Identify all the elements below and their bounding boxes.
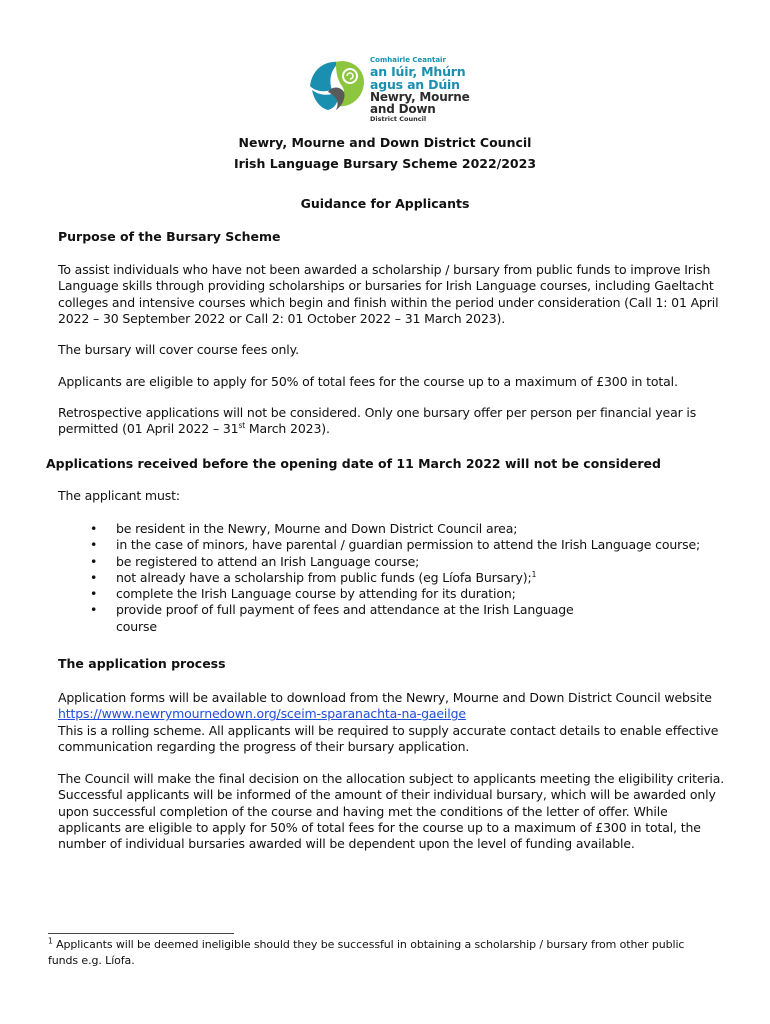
purpose-p4-line2: permitted (01 April 2022 – 31st March 2023). — [58, 421, 330, 437]
logo-small-top: Comhairle Ceantair — [370, 56, 446, 64]
council-emblem-icon — [306, 56, 368, 112]
purpose-p4-line1: Retrospective applications will not be considered. Only one bursary offer per person per financial year is — [58, 405, 697, 420]
process-p2-line: Successful applicants will be informed of the amount of their individual bursary, which will be awarded only — [58, 787, 716, 803]
purpose-p1-line: 2022 – 30 September 2022 or Call 2: 01 October 2022 – 31 March 2023). — [58, 310, 506, 326]
footnote — [48, 937, 728, 969]
process-p2-line: number of individual bursaries awarded will be dependent upon the level of funding available. — [58, 836, 635, 852]
process-paragraph-1 — [58, 690, 726, 755]
title-guidance: Guidance for Applicants — [300, 196, 470, 211]
process-p2-line: The Council will make the final decision on the allocation subject to applicants meeting the eligibility criteria. — [58, 771, 725, 786]
purpose-paragraph-4 — [58, 405, 726, 438]
purpose-p1-line: To assist individuals who have not been awarded a scholarship / bursary from public funds to improve Irish — [58, 262, 711, 277]
process-p2-line: upon successful completion of the course and having met the conditions of the letter of offer. While — [58, 803, 668, 819]
logo-english-line2: and Down — [370, 102, 436, 116]
footnote-line2: funds e.g. Líofa. — [48, 954, 135, 967]
logo-irish-line2: agus an Dúin — [370, 77, 460, 92]
list-item: • provide proof of full payment of fees and attendance at the Irish Language course — [88, 602, 700, 635]
applicant-must-intro: The applicant must: — [58, 488, 180, 503]
title-council: Newry, Mourne and Down District Council — [238, 135, 532, 150]
logo-english-line1: Newry, Mourne — [370, 90, 470, 104]
council-website-link[interactable]: https://www.newrymournedown.org/sceim-sparanachta-na-gaeilge — [58, 706, 466, 722]
heading-purpose: Purpose of the Bursary Scheme — [58, 229, 281, 244]
purpose-paragraph-3: Applicants are eligible to apply for 50% of total fees for the course up to a maximum of £300 in total. — [58, 374, 678, 389]
logo-small-bottom: District Council — [370, 115, 427, 123]
process-paragraph-2 — [58, 771, 726, 852]
title-scheme: Irish Language Bursary Scheme 2022/2023 — [233, 156, 537, 171]
process-p1-line4: communication regarding the progress of their bursary application. — [58, 738, 470, 754]
purpose-p1-line: colleges and intensive courses which begin and finish within the period under consideration (Call 1: 01 April — [58, 294, 719, 310]
footnote-reference[interactable]: 1 — [531, 569, 537, 579]
logo-irish-line1: an Iúir, Mhúrn — [370, 64, 466, 79]
process-p2-line: applicants are eligible to apply for 50% of total fees for the course up to a maximum of £300 in total, the — [58, 819, 701, 835]
footnote-divider — [48, 933, 234, 934]
purpose-paragraph-1 — [58, 262, 726, 327]
list-item: • not already have a scholarship from public funds (eg Líofa Bursary);$^1$ — [88, 570, 700, 586]
heading-application-process: The application process — [58, 656, 226, 671]
footnote-line1: Applicants will be deemed ineligible should they be successful in obtaining a scholarship / bursary from other public — [52, 938, 685, 951]
footnote-marker: 1 — [48, 936, 53, 946]
process-p1-line3: This is a rolling scheme. All applicants will be required to supply accurate contact details to enable effective — [58, 722, 719, 738]
council-logo — [306, 56, 470, 128]
list-item: • complete the Irish Language course by attending for its duration; — [88, 586, 700, 602]
opening-date-notice: Applications received before the opening date of 11 March 2022 will not be considered — [46, 456, 661, 471]
process-p1-line1: Application forms will be available to download from the Newry, Mourne and Down District Council website — [58, 690, 712, 705]
list-item: • be resident in the Newry, Mourne and Down District Council area; — [88, 521, 700, 537]
logo-wordmark — [370, 56, 470, 123]
purpose-paragraph-2: The bursary will cover course fees only. — [58, 342, 299, 357]
requirements-list — [88, 521, 700, 635]
list-item: • be registered to attend an Irish Language course; — [88, 554, 700, 570]
list-item: • in the case of minors, have parental / guardian permission to attend the Irish Language course; — [88, 537, 700, 553]
purpose-p1-line: Language skills through providing scholarships or bursaries for Irish Language courses, including Gaeltacht — [58, 278, 714, 294]
